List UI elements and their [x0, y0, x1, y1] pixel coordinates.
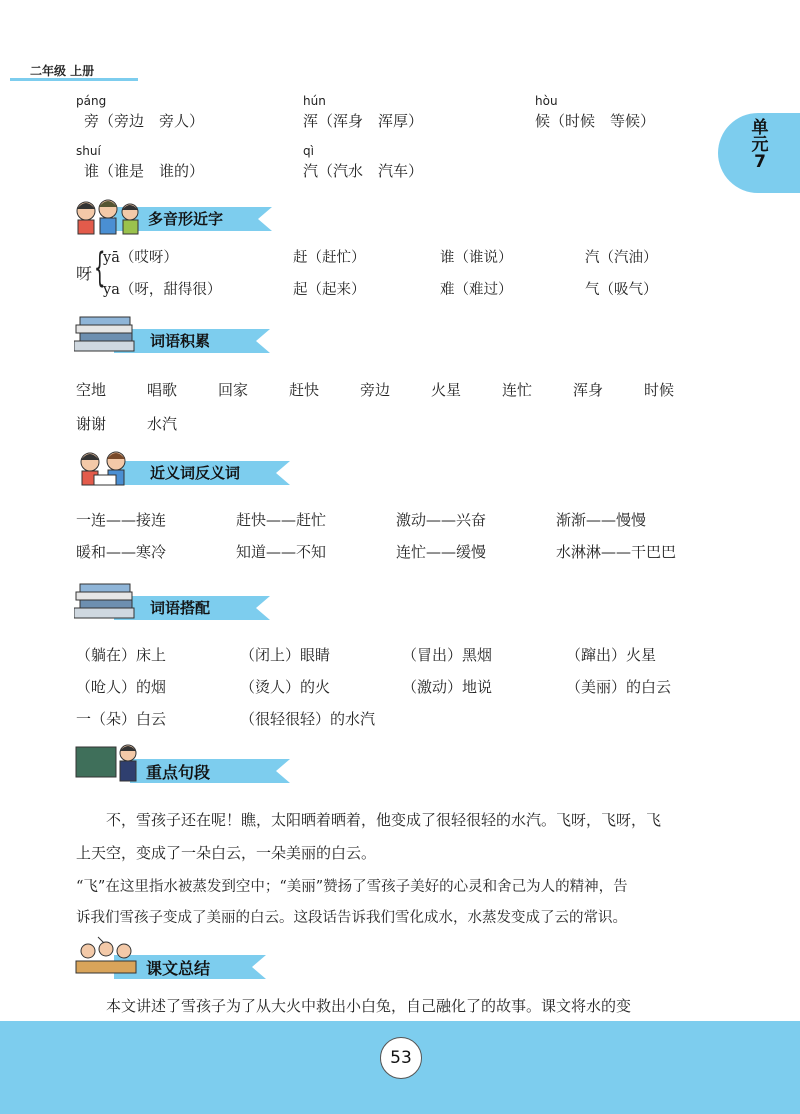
word-pair: 赶快——赶忙 [236, 511, 327, 529]
kids-icon [74, 197, 146, 237]
char-entry: 候（时候 等候） [535, 112, 656, 130]
section-title: 词语积累 [150, 332, 211, 350]
similar-char: 谁（谁说） [440, 250, 513, 266]
phrase: （烫人）的火 [240, 678, 331, 696]
char-entry: 汽（汽水 汽车） [303, 162, 424, 180]
brace: { [94, 245, 106, 291]
grade-label: 二年级 上册 [30, 64, 95, 78]
header-rule [10, 78, 138, 81]
word-pair: 激动——兴奋 [396, 511, 487, 529]
pinyin: shuí [76, 144, 101, 158]
word: 连忙 [502, 381, 533, 399]
word-pair: 渐渐——慢慢 [556, 511, 647, 529]
explanation-line: 诉我们雪孩子变成了美丽的白云。这段话告诉我们雪化成水，水蒸发变成了云的常识。 [76, 910, 627, 926]
word-pair: 连忙——缓慢 [396, 543, 487, 561]
char-entry: 旁（旁边 旁人） [84, 112, 205, 130]
word-pair: 一连——接连 [76, 511, 167, 529]
section-title: 多音形近字 [148, 210, 224, 228]
phrase: 一（朵）白云 [76, 710, 167, 728]
section-title: 近义词反义词 [150, 464, 241, 482]
section-title: 词语搭配 [150, 599, 211, 617]
phrase: （蹿出）火星 [566, 646, 657, 664]
page-number: 53 [380, 1037, 422, 1079]
char-entry: 谁（谁是 谁的） [84, 162, 205, 180]
word-pair: 知道——不知 [236, 543, 327, 561]
unit-label: 单 元 7 [751, 118, 769, 172]
ya-char: 呀 [76, 264, 93, 283]
word-pair: 水淋淋——干巴巴 [556, 543, 677, 561]
section-header-ciyu [74, 325, 274, 355]
summary-text: 本文讲述了雪孩子为了从大火中救出小白兔，自己融化了的故事。课文将水的变 [106, 997, 632, 1015]
similar-char: 汽（汽油） [585, 250, 658, 266]
word: 空地 [76, 381, 107, 399]
word: 回家 [218, 381, 249, 399]
similar-char: 赶（赶忙） [293, 250, 366, 266]
section-header-duoyin [74, 203, 274, 233]
word: 水汽 [147, 415, 178, 433]
section-header-zongjie [74, 951, 274, 981]
phrase: （很轻很轻）的水汽 [240, 710, 376, 728]
phrase: （美丽）的白云 [566, 678, 672, 696]
pinyin: hòu [535, 94, 558, 108]
char-entry: 浑（浑身 浑厚） [303, 112, 424, 130]
word-pair: 暖和——寒冷 [76, 543, 167, 561]
ya-reading-2: ya（呀，甜得很） [103, 282, 222, 298]
teacher-blackboard-icon [74, 741, 146, 785]
phrase: （躺在）床上 [76, 646, 167, 664]
study-group-icon [74, 935, 146, 979]
reading-kids-icon [74, 449, 146, 489]
word: 赶快 [289, 381, 320, 399]
word: 火星 [431, 381, 462, 399]
similar-char: 气（吸气） [585, 282, 658, 298]
section-title: 重点句段 [146, 763, 211, 782]
similar-char: 起（起来） [293, 282, 366, 298]
quote-line: 上天空，变成了一朵白云，一朵美丽的白云。 [76, 844, 377, 862]
section-header-dapei [74, 592, 274, 622]
word: 浑身 [573, 381, 604, 399]
pinyin: qì [303, 144, 314, 158]
pinyin: hún [303, 94, 326, 108]
quote-line: 不，雪孩子还在呢！瞧，太阳晒着晒着，他变成了很轻很轻的水汽。飞呀，飞呀，飞 [106, 811, 662, 829]
section-header-zhongdian [74, 755, 274, 785]
phrase: （闭上）眼睛 [240, 646, 331, 664]
word: 唱歌 [147, 381, 178, 399]
phrase: （冒出）黑烟 [402, 646, 493, 664]
books-icon [74, 578, 146, 622]
word: 旁边 [360, 381, 391, 399]
explanation-line: “飞”在这里指水被蒸发到空中；“美丽”赞扬了雪孩子美好的心灵和舍己为人的精神，告 [76, 879, 628, 895]
word: 时候 [644, 381, 675, 399]
section-header-jinyi [74, 457, 294, 487]
books-icon [74, 311, 146, 355]
word: 谢谢 [76, 415, 107, 433]
similar-char: 难（难过） [440, 282, 513, 298]
ya-reading-1: yā（哎呀） [103, 250, 178, 266]
pinyin: páng [76, 94, 107, 108]
phrase: （呛人）的烟 [76, 678, 167, 696]
section-title: 课文总结 [146, 959, 211, 978]
phrase: （激动）地说 [402, 678, 493, 696]
